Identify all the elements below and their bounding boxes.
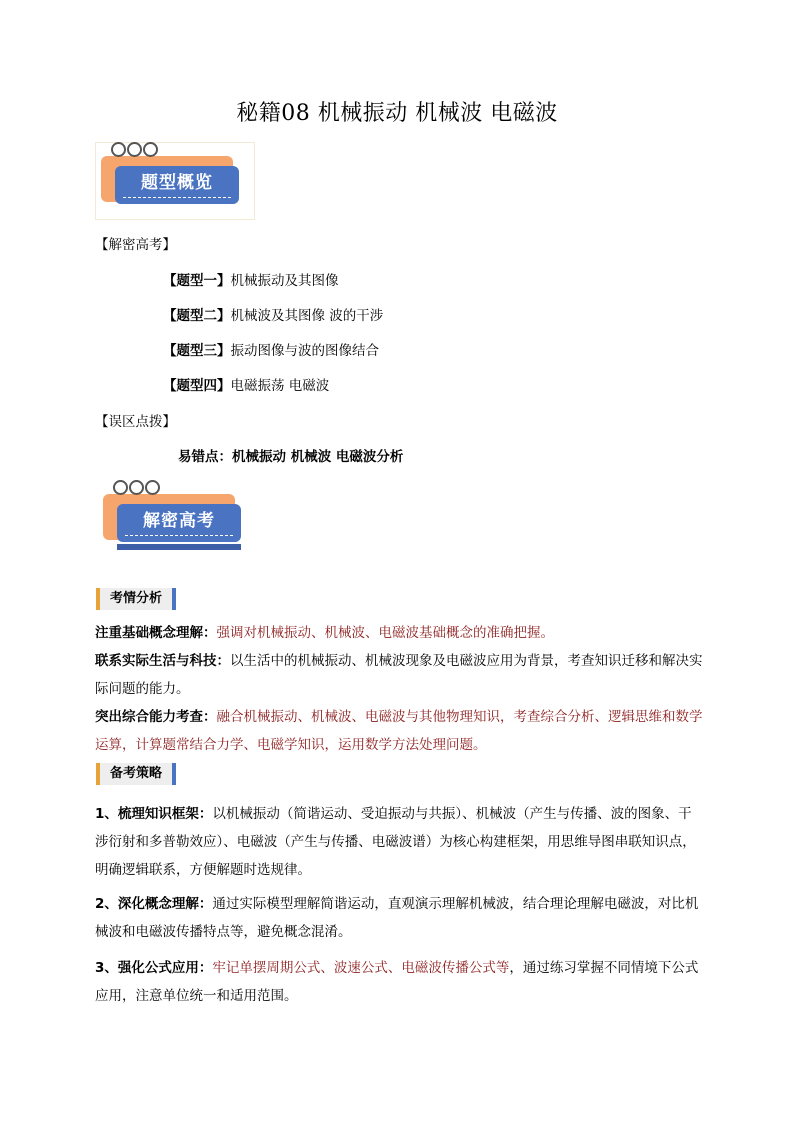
para-text: 通过实际模型理解简谐运动，直观演示理解机械波，结合理论理解电磁波，对比机械波和电磁波传播特点等，避免概念混淆。 [95, 896, 699, 940]
error-point [178, 445, 403, 465]
error-heading: 【误区点拨】 [95, 414, 176, 430]
banner-shadow [117, 544, 241, 550]
banner-label-card [115, 166, 239, 204]
analysis-paragraph [95, 619, 703, 647]
analysis-paragraph [95, 703, 703, 759]
item-text: 机械振动及其图像 [230, 273, 339, 289]
section-banner-overview [95, 142, 255, 220]
para-label: 2、深化概念理解： [95, 896, 213, 912]
para-text: 强调对机械振动、机械波、电磁波基础概念的准确把握。 [216, 625, 554, 641]
para-label: 注重基础概念理解： [95, 625, 217, 641]
para-label: 联系实际生活与科技： [95, 653, 230, 669]
banner-label-card [117, 504, 241, 542]
item-tag: 【题型一】 [163, 273, 231, 289]
ring-icon [111, 142, 126, 157]
para-text: ，通过练习掌握不同情境下公式应用，注意单位统一和适用范围。 [95, 960, 699, 1004]
ring-icon [129, 480, 144, 495]
analysis-paragraph [95, 647, 703, 703]
list-item [163, 304, 383, 324]
item-text: 机械波及其图像 波的干涉 [230, 308, 384, 324]
ring-icon [145, 480, 160, 495]
error-point-label: 易错点： [178, 449, 232, 465]
item-tag: 【题型四】 [163, 378, 231, 394]
banner-label: 题型概览 [141, 173, 213, 193]
list-item [163, 339, 379, 359]
dashed-divider [123, 197, 231, 198]
analysis-tag: 考情分析 [96, 588, 176, 610]
banner-label: 解密高考 [143, 511, 215, 531]
item-tag: 【题型二】 [163, 308, 231, 324]
para-label: 突出综合能力考查： [95, 709, 217, 725]
list-item [163, 374, 329, 394]
strategy-paragraph [95, 954, 703, 1010]
item-text: 振动图像与波的图像结合 [230, 343, 379, 359]
dashed-divider [125, 535, 233, 536]
para-text: 以生活中的机械振动、机械波现象及电磁波应用为背景，考查知识迁移和解决实际问题的能力。 [95, 653, 703, 697]
strategy-tag: 备考策略 [96, 763, 176, 785]
ring-icon [127, 142, 142, 157]
error-point-text: 机械振动 机械波 电磁波分析 [232, 449, 404, 465]
para-label: 1、梳理知识框架： [95, 806, 213, 822]
strategy-paragraph [95, 800, 703, 884]
para-label: 3、强化公式应用： [95, 960, 213, 976]
page-title: 秘籍08 机械振动 机械波 电磁波 [236, 101, 558, 126]
section-banner-decode [97, 480, 257, 558]
para-text: 融合机械振动、机械波、电磁波与其他物理知识，考查综合分析、逻辑思维和数学运算，计算题常结合力学、电磁学知识，运用数学方法处理问题。 [95, 709, 703, 753]
item-tag: 【题型三】 [163, 343, 231, 359]
ring-icon [143, 142, 158, 157]
list-item [163, 269, 339, 289]
ring-icon [113, 480, 128, 495]
para-highlight: 牢记单摆周期公式、波速公式、电磁波传播公式等 [212, 960, 510, 976]
item-text: 电磁振荡 电磁波 [230, 378, 330, 394]
para-text: 以机械振动（简谐运动、受迫振动与共振）、机械波（产生与传播、波的图象、干涉衍射和多普勒效应）、电磁波（产生与传播、电磁波谱）为核心构建框架，用思维导图串联知识点，明确逻辑联系，方便解题时选规律。 [95, 806, 696, 878]
overview-heading: 【解密高考】 [95, 237, 176, 253]
strategy-paragraph [95, 890, 703, 946]
